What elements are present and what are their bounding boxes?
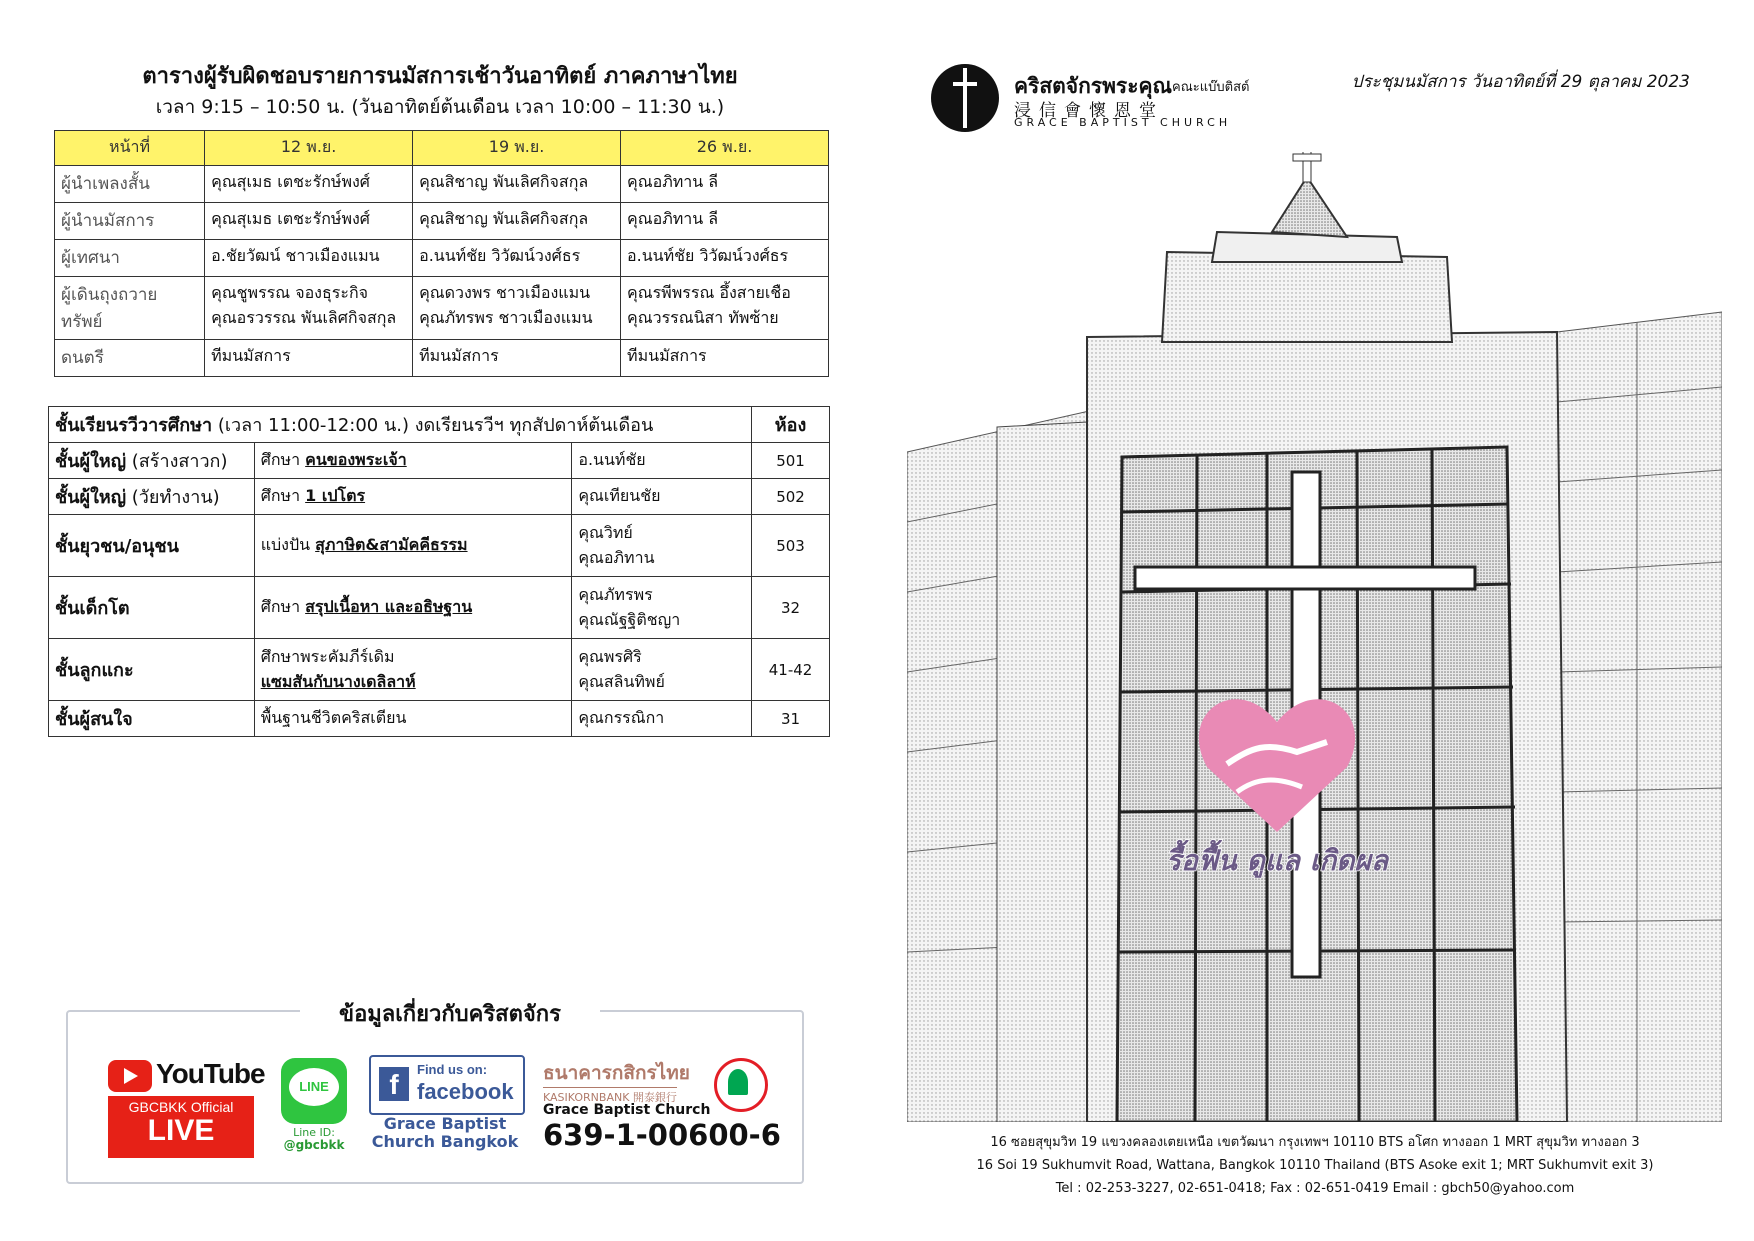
cell-line: คุณชูพรรณ จองธุระกิจ [211,283,369,302]
topic-cell: พื้นฐานชีวิตคริสเตียน [254,701,572,737]
facebook-find-us: Find us on: [417,1062,488,1077]
table-row [49,701,830,737]
teacher-name: คุณพรศิริ [578,646,642,666]
column-header: 19 พ.ย. [413,131,621,166]
room-cell: 503 [752,515,830,577]
table-cell: อ.นนท์ชัย วิวัฒน์วงศ์ธร [621,240,829,277]
cell-line: คุณอรวรรณ พันเลิศกิจสกุล [211,308,397,327]
topic-prefix: ศึกษา [260,597,306,616]
bank-account-name: Grace Baptist Church [543,1102,711,1118]
classes-header-rest: (เวลา 11:00-12:00 น.) งดเรียนรวีฯ ทุกสัปดาห์ต้นเดือน [212,415,654,436]
level-cell: ชั้นลูกแกะ [49,639,255,701]
topic-title: แซมสันกับนางเดลิลาห์ [260,671,416,691]
facebook-wordmark: facebook [417,1079,514,1104]
teacher-name: คุณอภิทาน [578,547,655,567]
table-cell: อ.ชัยวัฒน์ ชาวเมืองแมน [205,240,413,277]
table-row [49,515,830,577]
table-cell: ทีมนมัสการ [621,340,829,377]
topic-cell [254,577,572,639]
room-cell: 31 [752,701,830,737]
table-cell: คุณสุเมธ เตชะรักษ์พงศ์ [205,203,413,240]
teacher-cell [572,515,752,577]
table-cell: อ.นนท์ชัย วิวัฒน์วงศ์ธร [413,240,621,277]
table-row [55,277,829,340]
youtube-wordmark: YouTube [156,1058,265,1089]
column-header: หน้าที่ [55,131,205,166]
teacher-name: คุณณัฐฐิติชญา [578,609,681,629]
facebook-badge[interactable] [369,1055,525,1115]
table-cell: คุณอภิทาน ลี [621,166,829,203]
youtube-official-label: GBCBKK Official [128,1099,234,1115]
topic-cell [254,443,572,479]
cell-line: คุณรพีพรรณ อึ้งสายเชือ [627,283,791,302]
line-icon[interactable] [281,1058,347,1124]
address-thai: 16 ซอยสุขุมวิท 19 แขวงคลองเตยเหนือ เขตวัฒนา กรุงเทพฯ 10110 BTS อโศก ทางออก 1 MRT สุขุมวิท ทางออก 3 [990,1135,1640,1150]
church-info-title: ข้อมูลเกี่ยวกับคริสตจักร [300,996,600,1031]
teacher-cell: คุณเทียนชัย [572,479,752,515]
sunday-school-table [48,406,830,737]
table-cell: คุณอภิทาน ลี [621,203,829,240]
topic-prefix: แบ่งปัน [260,535,316,554]
table-cell: ทีมนมัสการ [205,340,413,377]
table-cell: คุณสิชาญ พันเลิศกิจสกุล [413,203,621,240]
meeting-date: ประชุมนมัสการ วันอาทิตย์ที่ 29 ตุลาคม 2023 [1351,72,1690,92]
teacher-name: คุณวิทย์ [578,522,633,542]
teacher-cell: คุณกรรณิกา [572,701,752,737]
topic-title: 1 เปโตร [305,486,366,505]
facebook-caption-line: Grace Baptist [383,1114,507,1133]
teacher-name: คุณสลินทิพย์ [578,671,665,691]
role-cell: ผู้เทศนา [55,240,205,277]
classes-header [49,407,752,443]
church-name-chinese: 浸信會懷恩堂 [1014,101,1164,121]
level-name: ชั้นผู้ใหญ่ [55,451,127,472]
table-cell: คุณสิชาญ พันเลิศกิจสกุล [413,166,621,203]
table-row [49,639,830,701]
cross-logo-icon [931,64,999,132]
church-name-thai-sub: คณะแบ๊บติสต์ [1172,80,1250,95]
role-cell: ผู้นำเพลงสั้น [55,166,205,203]
bank-account-number: 639-1-00600-6 [543,1118,781,1152]
table-row [55,240,829,277]
column-header: 12 พ.ย. [205,131,413,166]
church-name-thai: คริสตจักรพระคุณ [1014,74,1173,98]
table-cell: ทีมนมัสการ [413,340,621,377]
line-wordmark: LINE [289,1068,339,1106]
cell-line: คุณวรรณนิสา ทัพซ้าย [627,308,779,327]
contact-info: Tel : 02-253-3227, 02-651-0418; Fax : 02-651-0419 Email : gbch50@yahoo.com [1055,1181,1575,1196]
table-header-row [55,131,829,166]
cell-line: คุณดวงพร ชาวเมืองแมน [419,283,591,302]
room-cell: 32 [752,577,830,639]
church-name-english: GRACE BAPTIST CHURCH [1014,116,1232,129]
church-building-illustration [907,152,1722,1122]
facebook-caption-line: Church Bangkok [371,1132,519,1151]
table-row [55,203,829,240]
level-cell [49,479,255,515]
youtube-live-badge[interactable] [108,1096,254,1158]
topic-title: คนของพระเจ้า [305,450,407,469]
page-subtitle: เวลา 9:15 – 10:50 น. (วันอาทิตย์ต้นเดือน เวลา 10:00 – 11:30 น.) [155,96,725,118]
level-cell [49,443,255,479]
classes-header-bold: ชั้นเรียนรวีวารศึกษา [55,415,213,436]
table-row [55,340,829,377]
role-cell: ผู้นำนมัสการ [55,203,205,240]
level-cell: ชั้นยุวชน/อนุชน [49,515,255,577]
table-row [55,166,829,203]
level-cell: ชั้นเด็กโต [49,577,255,639]
table-header-row [49,407,830,443]
bank-name-thai: ธนาคารกสิกรไทย [543,1062,690,1084]
topic-cell [254,639,572,701]
table-row [49,443,830,479]
level-cell: ชั้นผู้สนใจ [49,701,255,737]
table-row [49,577,830,639]
teacher-cell [572,639,752,701]
line-id-label [274,1126,354,1152]
topic-title: สุภาษิต&สามัคคีธรรม [315,535,468,554]
teacher-cell: อ.นนท์ชัย [572,443,752,479]
role-cell: ดนตรี [55,340,205,377]
table-cell [621,277,829,340]
level-sub: (สร้างสาวก) [126,451,228,472]
room-cell: 501 [752,443,830,479]
teacher-name: คุณภัทรพร [578,584,653,604]
worship-roster-table [54,130,829,377]
youtube-icon[interactable] [108,1058,265,1094]
topic-prefix: ศึกษา [260,450,306,469]
column-header: 26 พ.ย. [621,131,829,166]
facebook-icon: f [379,1067,409,1101]
topic-prefix: ศึกษาพระคัมภีร์เดิม [260,646,395,666]
room-header: ห้อง [752,407,830,443]
address-english: 16 Soi 19 Sukhumvit Road, Wattana, Bangkok 10110 Thailand (BTS Asoke exit 1; MRT Sukhumvit exit 3) [976,1158,1654,1173]
cell-line: คุณภัทรพร ชาวเมืองแมน [419,308,593,327]
level-name: ชั้นผู้ใหญ่ [55,487,127,508]
room-cell: 502 [752,479,830,515]
youtube-live-label: LIVE [147,1114,215,1147]
bank-name-english: KASIKORNBANK 開泰銀行 [543,1087,677,1105]
table-cell [205,277,413,340]
topic-cell [254,479,572,515]
topic-prefix: ศึกษา [260,486,306,505]
room-cell: 41-42 [752,639,830,701]
line-id-caption: Line ID: [293,1126,335,1139]
topic-cell [254,515,572,577]
table-cell: คุณสุเมธ เตชะรักษ์พงศ์ [205,166,413,203]
level-sub: (วัยทำงาน) [126,487,220,508]
page-title: ตารางผู้รับผิดชอบรายการนมัสการเช้าวันอาทิตย์ ภาคภาษาไทย [142,64,738,89]
topic-title: สรุปเนื้อหา และอธิษฐาน [305,597,473,616]
kbank-icon [714,1058,768,1112]
teacher-cell [572,577,752,639]
table-row [49,479,830,515]
role-cell: ผู้เดินถุงถวายทรัพย์ [55,277,205,340]
youtube-play-icon [108,1060,152,1092]
table-cell [413,277,621,340]
line-id-value: @gbcbkk [283,1138,345,1152]
facebook-page-name [366,1115,524,1151]
cover-slogan: รื้อฟื้น ดูแล เกิดผล [1166,844,1388,877]
